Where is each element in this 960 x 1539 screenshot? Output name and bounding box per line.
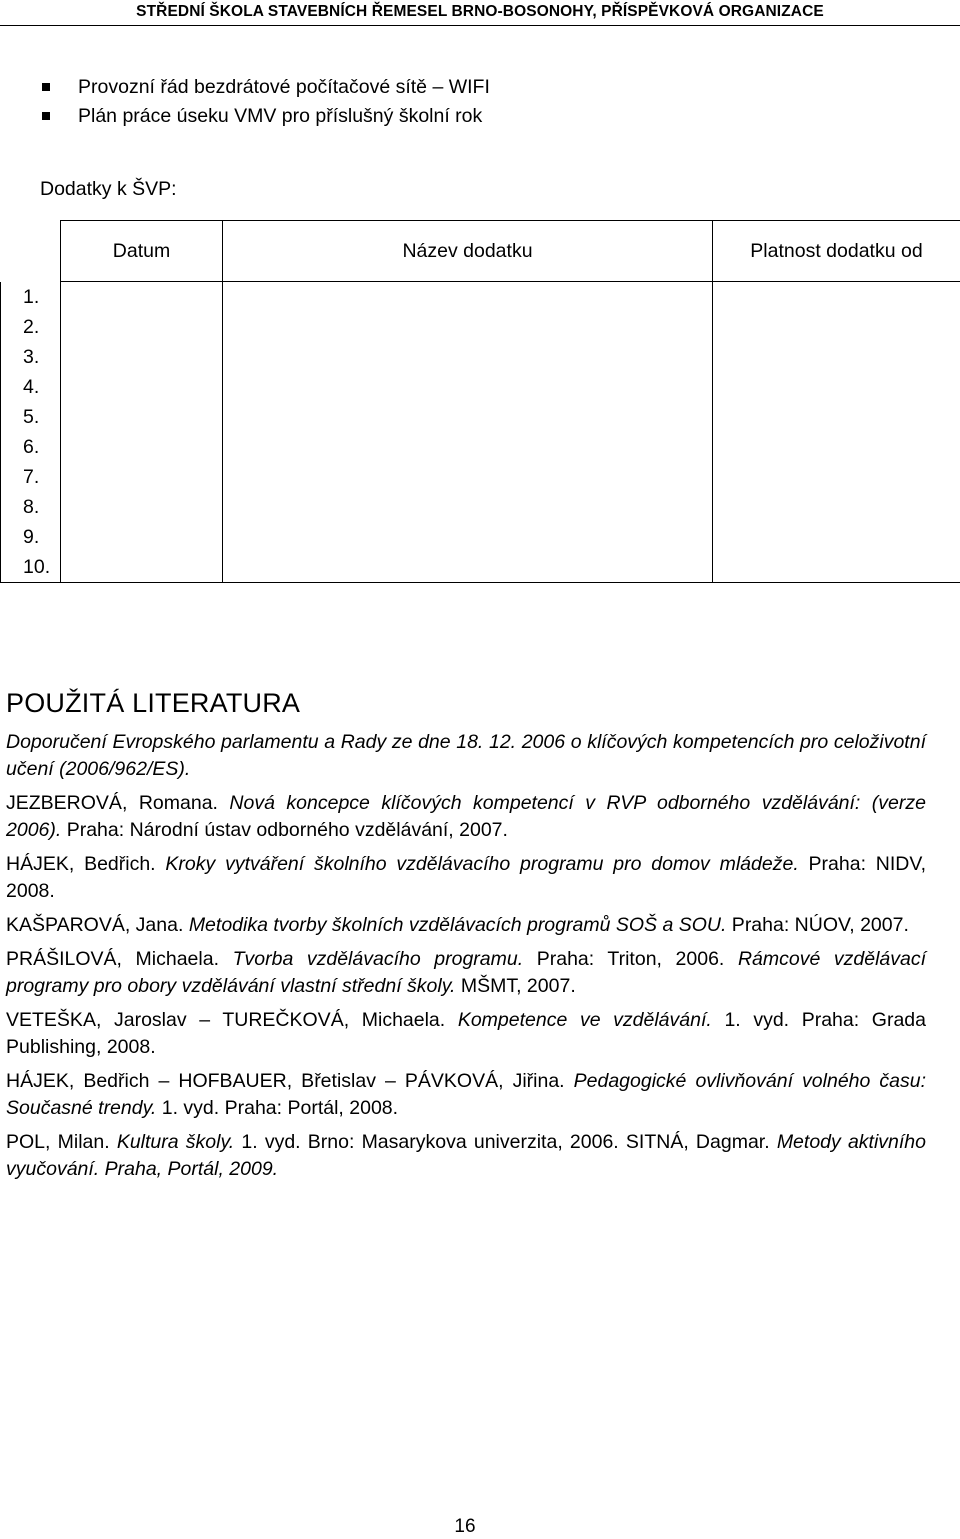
page-header: STŘEDNÍ ŠKOLA STAVEBNÍCH ŘEMESEL BRNO-BOSONOHY, PŘÍSPĚVKOVÁ ORGANIZACE (0, 0, 960, 24)
reference-item (6, 1068, 926, 1122)
reference-title-text: Kompetence ve vzdělávání. (458, 1009, 712, 1031)
dodatky-table (0, 220, 960, 583)
reference-text: Praha: NIDV, 2008. (6, 853, 926, 902)
literature-title: POUŽITÁ LITERATURA (6, 686, 300, 720)
cell-datum[interactable] (61, 462, 223, 492)
cell-platnost[interactable] (713, 552, 960, 583)
square-bullet-icon (42, 83, 50, 91)
table-row (1, 492, 960, 522)
reference-text: 1. vyd. Brno: Masarykova univerzita, 2006. SITNÁ, Dagmar. (234, 1131, 777, 1153)
reference-item (6, 946, 926, 1000)
reference-title-text: Nová koncepce klíčových kompetencí v RVP odborného vzdělávání: (verze 2006). (6, 792, 926, 841)
square-bullet-icon (42, 112, 50, 120)
cell-platnost[interactable] (713, 492, 960, 522)
row-number: 4. (1, 372, 61, 402)
table-row (1, 462, 960, 492)
reference-item (6, 729, 926, 783)
cell-nazev[interactable] (223, 402, 713, 432)
table-corner-cell (1, 221, 61, 282)
reference-title-text: Rámcové vzdělávací programy pro obory vzdělávání vlastní střední školy. (6, 948, 926, 997)
column-header-datum: Datum (61, 221, 223, 282)
reference-text: KAŠPAROVÁ, Jana. (6, 914, 189, 936)
reference-item (6, 1007, 926, 1061)
cell-nazev[interactable] (223, 432, 713, 462)
header-rule (0, 25, 960, 26)
table-row (1, 282, 960, 313)
table-row (1, 342, 960, 372)
reference-item (6, 912, 926, 939)
reference-title-text: Kroky vytváření školního vzdělávacího programu pro domov mládeže. (165, 853, 798, 875)
cell-platnost[interactable] (713, 462, 960, 492)
reference-text: 1. vyd. Praha: Portál, 2008. (156, 1097, 398, 1119)
reference-text: 1. vyd. Praha: Grada Publishing, 2008. (6, 1009, 926, 1058)
cell-datum[interactable] (61, 432, 223, 462)
row-number: 1. (1, 282, 61, 313)
reference-item (6, 790, 926, 844)
reference-title-text: Kultura školy. (117, 1131, 234, 1153)
row-number: 2. (1, 312, 61, 342)
bullet-list (40, 73, 490, 131)
cell-platnost[interactable] (713, 402, 960, 432)
row-number: 3. (1, 342, 61, 372)
reference-list (6, 729, 926, 1190)
cell-datum[interactable] (61, 522, 223, 552)
cell-datum[interactable] (61, 342, 223, 372)
row-number: 6. (1, 432, 61, 462)
cell-datum[interactable] (61, 552, 223, 583)
cell-nazev[interactable] (223, 522, 713, 552)
reference-text: JEZBEROVÁ, Romana. (6, 792, 229, 814)
table-row (1, 432, 960, 462)
cell-platnost[interactable] (713, 372, 960, 402)
reference-title-text: Pedagogické ovlivňování volného času: Současné trendy. (6, 1070, 926, 1119)
dodatky-title: Dodatky k ŠVP: (40, 175, 177, 203)
page-number: 16 (0, 1515, 930, 1539)
reference-title-text: Metody aktivního vyučování. Praha, Portál, 2009. (6, 1131, 926, 1180)
list-item (40, 102, 490, 131)
row-number: 5. (1, 402, 61, 432)
row-number: 8. (1, 492, 61, 522)
reference-item (6, 851, 926, 905)
reference-title-text: Metodika tvorby školních vzdělávacích programů SOŠ a SOU. (189, 914, 727, 936)
cell-nazev[interactable] (223, 492, 713, 522)
reference-text: Praha: Triton, 2006. (523, 948, 738, 970)
cell-nazev[interactable] (223, 462, 713, 492)
cell-nazev[interactable] (223, 342, 713, 372)
list-item-text: Provozní řád bezdrátové počítačové sítě – WIFI (78, 76, 490, 98)
table-row (1, 312, 960, 342)
cell-platnost[interactable] (713, 432, 960, 462)
table-row (1, 552, 960, 583)
reference-title-text: Doporučení Evropského parlamentu a Rady ze dne 18. 12. 2006 o klíčových kompetencích pro celoživotní učení (2006/962/ES). (6, 731, 926, 780)
reference-text: POL, Milan. (6, 1131, 117, 1153)
cell-datum[interactable] (61, 372, 223, 402)
reference-text: MŠMT, 2007. (455, 975, 575, 997)
cell-nazev[interactable] (223, 312, 713, 342)
cell-datum[interactable] (61, 312, 223, 342)
table-row (1, 522, 960, 552)
table-row (1, 372, 960, 402)
reference-text: VETEŠKA, Jaroslav – TUREČKOVÁ, Michaela. (6, 1009, 458, 1031)
row-number: 10. (1, 552, 61, 583)
table-row (1, 402, 960, 432)
cell-datum[interactable] (61, 492, 223, 522)
row-number: 7. (1, 462, 61, 492)
cell-datum[interactable] (61, 282, 223, 313)
cell-platnost[interactable] (713, 282, 960, 313)
column-header-platnost: Platnost dodatku od (713, 221, 960, 282)
reference-text: PRÁŠILOVÁ, Michaela. (6, 948, 233, 970)
list-item (40, 73, 490, 102)
list-item-text: Plán práce úseku VMV pro příslušný školní rok (78, 105, 482, 127)
cell-platnost[interactable] (713, 342, 960, 372)
reference-title-text: Tvorba vzdělávacího programu. (233, 948, 524, 970)
reference-text: Praha: Národní ústav odborného vzdělávání, 2007. (61, 819, 508, 841)
table-header-row (1, 221, 960, 282)
reference-text: HÁJEK, Bedřich – HOFBAUER, Břetislav – PÁVKOVÁ, Jiřina. (6, 1070, 574, 1092)
reference-text: HÁJEK, Bedřich. (6, 853, 165, 875)
reference-item (6, 1129, 926, 1183)
cell-datum[interactable] (61, 402, 223, 432)
reference-text: Praha: NÚOV, 2007. (726, 914, 908, 936)
cell-platnost[interactable] (713, 522, 960, 552)
cell-platnost[interactable] (713, 312, 960, 342)
column-header-nazev: Název dodatku (223, 221, 713, 282)
row-number: 9. (1, 522, 61, 552)
cell-nazev[interactable] (223, 552, 713, 583)
cell-nazev[interactable] (223, 372, 713, 402)
cell-nazev[interactable] (223, 282, 713, 313)
